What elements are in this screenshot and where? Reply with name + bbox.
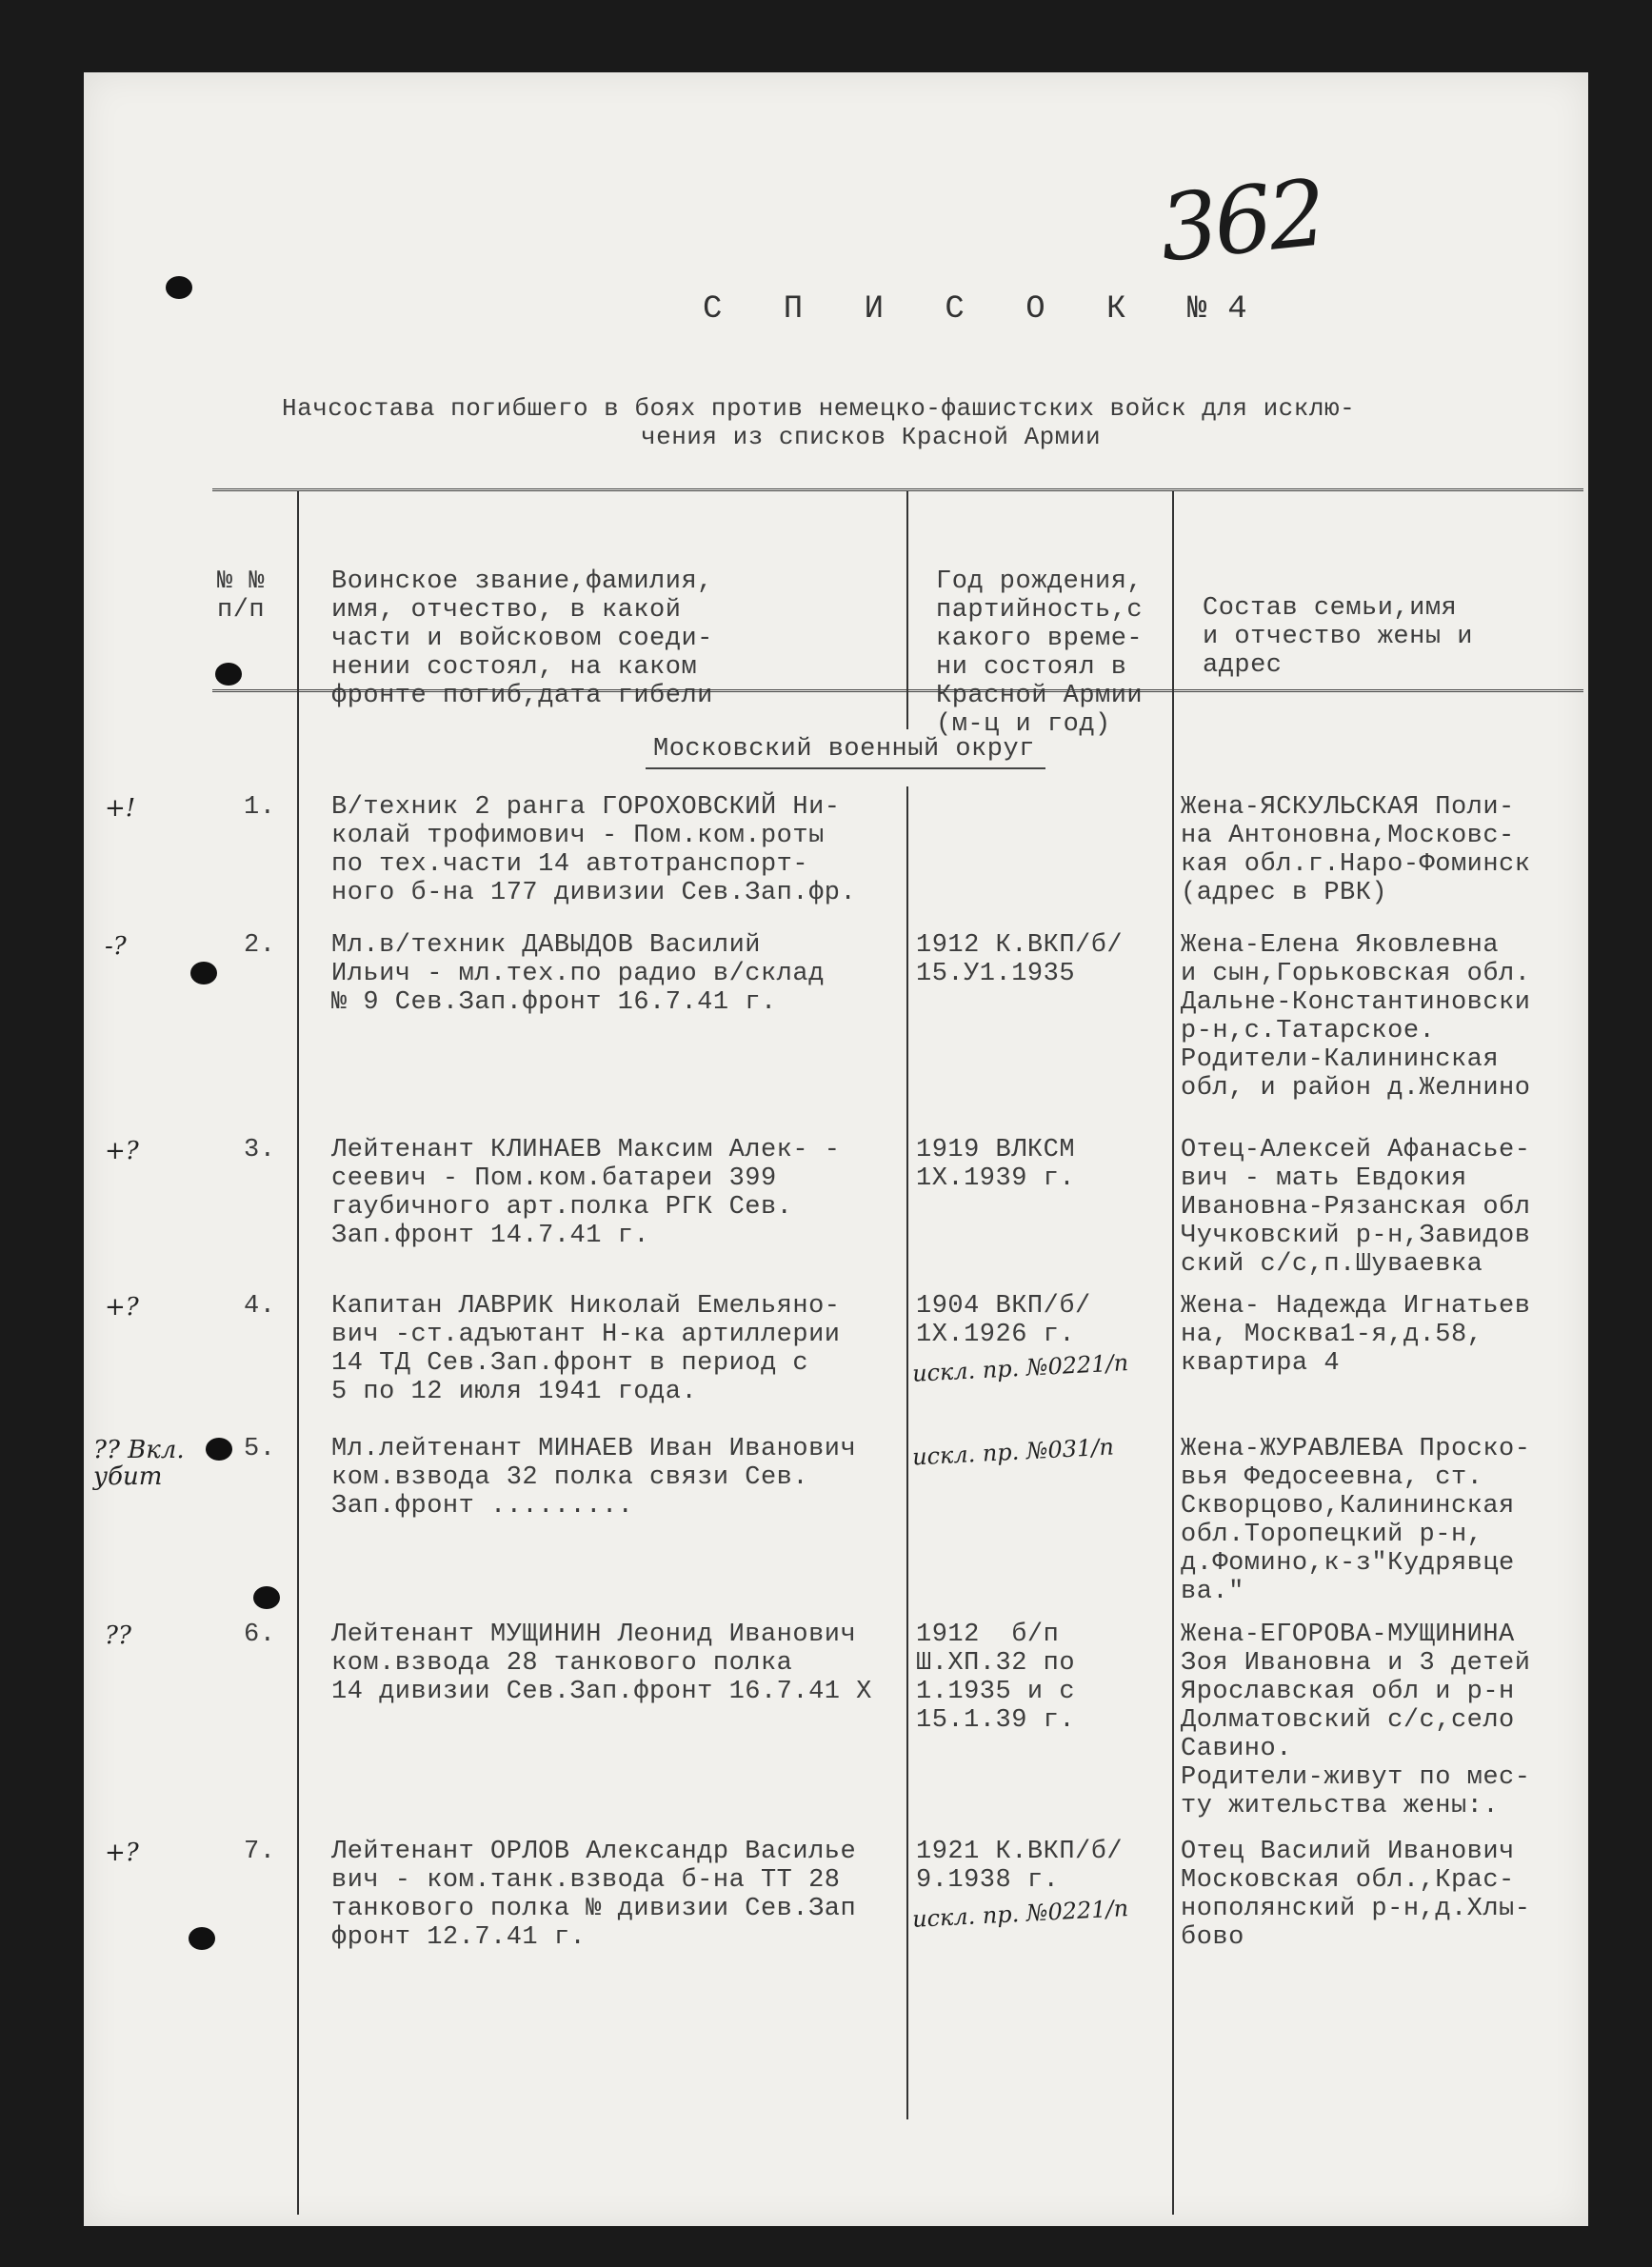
rank-cell-line: В/техник 2 ранга ГОРОХОВСКИЙ Ни- bbox=[331, 793, 841, 822]
rank-cell-line: Лейтенант КЛИНАЕВ Максим Алек- - bbox=[331, 1136, 841, 1164]
section-heading: Московский военный округ bbox=[653, 735, 1035, 764]
rank-cell-line: Мл.в/техник ДАВЫДОВ Василий bbox=[331, 931, 761, 960]
birth-cell bbox=[916, 931, 1123, 988]
handwritten-exclusion-note: искл. пр. №0221/п bbox=[911, 1895, 1129, 1933]
birth-cell-line: 1921 К.ВКП/б/ bbox=[916, 1838, 1124, 1866]
column-divider-3 bbox=[1172, 491, 1174, 2215]
handwritten-mark: ?? Вкл. убит bbox=[93, 1436, 185, 1491]
birth-cell-line: 9.1938 г. bbox=[916, 1866, 1060, 1895]
family-cell-line: нополянский р-н,д.Хлы- bbox=[1181, 1895, 1531, 1923]
rank-cell-line: ком.взвода 32 полка связи Сев. bbox=[331, 1463, 809, 1492]
table-top-rule bbox=[212, 488, 1583, 491]
punch-hole bbox=[206, 1438, 232, 1461]
family-cell bbox=[1181, 1292, 1530, 1378]
family-cell-line: Жена-ЯСКУЛЬСКАЯ Поли- bbox=[1181, 793, 1515, 822]
family-cell-line: ва." bbox=[1181, 1578, 1244, 1606]
rank-cell-line: Зап.фронт ......... bbox=[331, 1492, 634, 1521]
row-number: 3. bbox=[244, 1136, 276, 1164]
handwritten-mark: +? bbox=[105, 1137, 139, 1165]
rank-cell-line: Капитан ЛАВРИК Николай Емельяно- bbox=[331, 1292, 841, 1321]
family-cell-line: и сын,Горьковская обл. bbox=[1181, 960, 1531, 988]
punch-hole bbox=[166, 276, 192, 299]
birth-cell bbox=[916, 1136, 1075, 1193]
punch-hole bbox=[189, 1927, 215, 1950]
rank-cell bbox=[331, 1292, 840, 1406]
birth-cell-line: 1904 ВКП/б/ bbox=[916, 1292, 1091, 1321]
punch-hole bbox=[215, 663, 242, 686]
handwritten-mark: ?? bbox=[105, 1621, 131, 1650]
family-cell-line: р-н,с.Татарское. bbox=[1181, 1017, 1436, 1045]
family-cell-line: Отец Василий Иванович bbox=[1181, 1838, 1515, 1866]
family-cell-line: бово bbox=[1181, 1923, 1244, 1952]
birth-cell-line: 1912 б/п bbox=[916, 1621, 1060, 1649]
family-cell bbox=[1181, 793, 1530, 907]
birth-cell-line: 1.1935 и с bbox=[916, 1678, 1076, 1706]
family-cell-line: (адрес в РВК) bbox=[1181, 879, 1388, 907]
header-rank-name: Воинское звание,фамилия, имя, отчество, в какой части и войсковом соеди- нении состоял, на каком фронте погиб,дата гибели bbox=[331, 567, 713, 710]
rank-cell-line: вич - ком.танк.взвода б-на ТТ 28 bbox=[331, 1866, 841, 1895]
rank-cell-line: 14 дивизии Сев.Зап.фронт 16.7.41 Х bbox=[331, 1678, 872, 1706]
family-cell-line: д.Фомино,к-з"Кудрявце bbox=[1181, 1549, 1515, 1578]
rank-cell-line: сеевич - Пом.ком.батареи 399 bbox=[331, 1164, 777, 1193]
birth-cell-line: 1919 ВЛКСМ bbox=[916, 1136, 1076, 1164]
rank-cell-line: по тех.части 14 автотранспорт- bbox=[331, 850, 809, 879]
birth-cell-line: 15.У1.1935 bbox=[916, 960, 1076, 988]
rank-cell-line: Мл.лейтенант МИНАЕВ Иван Иванович bbox=[331, 1435, 857, 1463]
header-birth-party: Год рождения, партийность,с какого време- ни состоял в Красной Армии (м-ц и год) bbox=[936, 567, 1144, 739]
rank-cell-line: Ильич - мл.тех.по радио в/склад bbox=[331, 960, 825, 988]
subtitle-line-2: чения из списков Красной Армии bbox=[641, 423, 1102, 451]
rank-cell-line: ного б-на 177 дивизии Сев.Зап.фр. bbox=[331, 879, 857, 907]
subtitle-line-1: Начсостава погибшего в боях против немецко-фашистских войск для исклю- bbox=[282, 394, 1356, 423]
section-underline bbox=[646, 767, 1045, 769]
family-cell-line: вья Федосеевна, ст. bbox=[1181, 1463, 1483, 1492]
rank-cell bbox=[331, 793, 856, 907]
birth-cell bbox=[916, 1292, 1091, 1349]
rank-cell-line: колай трофимович - Пом.ком.роты bbox=[331, 822, 825, 850]
row-number: 5. bbox=[244, 1435, 276, 1463]
family-cell-line: кая обл.г.Наро-Фоминск bbox=[1181, 850, 1531, 879]
column-divider-1 bbox=[297, 491, 299, 2215]
family-cell-line: Скворцово,Калининская bbox=[1181, 1492, 1515, 1521]
family-cell-line: Родители-Калининская bbox=[1181, 1045, 1500, 1074]
row-number: 7. bbox=[244, 1838, 276, 1866]
rank-cell-line: гаубичного арт.полка РГК Сев. bbox=[331, 1193, 793, 1222]
handwritten-exclusion-note: искл. пр. №0221/п bbox=[911, 1349, 1129, 1387]
family-cell-line: Отец-Алексей Афанасье- bbox=[1181, 1136, 1531, 1164]
rank-cell bbox=[331, 1621, 872, 1706]
handwritten-mark: +? bbox=[105, 1839, 139, 1867]
row-number: 6. bbox=[244, 1621, 276, 1649]
family-cell-line: Савино. bbox=[1181, 1735, 1292, 1763]
rank-cell bbox=[331, 1435, 856, 1521]
birth-cell bbox=[916, 1838, 1123, 1895]
birth-cell-line: 15.1.39 г. bbox=[916, 1706, 1076, 1735]
family-cell-line: Жена-ЕГОРОВА-МУЩИНИНА bbox=[1181, 1621, 1515, 1649]
family-cell-line: Дальне-Константиновски bbox=[1181, 988, 1531, 1017]
handwritten-mark: -? bbox=[105, 932, 127, 961]
family-cell-line: Долматовский с/с,село bbox=[1181, 1706, 1515, 1735]
rank-cell-line: фронт 12.7.41 г. bbox=[331, 1923, 587, 1952]
row-number: 2. bbox=[244, 931, 276, 960]
birth-cell-line: 1912 К.ВКП/б/ bbox=[916, 931, 1124, 960]
family-cell-line: Чучковский р-н,Завидов bbox=[1181, 1222, 1531, 1250]
family-cell-line: Жена- Надежда Игнатьев bbox=[1181, 1292, 1531, 1321]
rank-cell-line: вич -ст.адъютант Н-ка артиллерии bbox=[331, 1321, 841, 1349]
rank-cell-line: ком.взвода 28 танкового полка bbox=[331, 1649, 793, 1678]
family-cell-line: Ивановна-Рязанская обл bbox=[1181, 1193, 1531, 1222]
header-number: № № п/п bbox=[217, 567, 266, 625]
handwritten-mark: +! bbox=[105, 794, 136, 823]
family-cell-line: квартира 4 bbox=[1181, 1349, 1341, 1378]
rank-cell bbox=[331, 931, 825, 1017]
family-cell-line: Ярославская обл и р-н bbox=[1181, 1678, 1515, 1706]
family-cell-line: обл, и район д.Желнино bbox=[1181, 1074, 1531, 1103]
family-cell-line: Родители-живут по мес- bbox=[1181, 1763, 1531, 1792]
family-cell-line: вич - мать Евдокия bbox=[1181, 1164, 1467, 1193]
family-cell-line: Зоя Ивановна и 3 детей bbox=[1181, 1649, 1531, 1678]
rank-cell-line: № 9 Сев.Зап.фронт 16.7.41 г. bbox=[331, 988, 777, 1017]
birth-cell bbox=[916, 1621, 1075, 1735]
handwritten-mark: +? bbox=[105, 1293, 139, 1322]
birth-cell-line: 1Х.1939 г. bbox=[916, 1164, 1076, 1193]
family-cell-line: ту жительства жены:. bbox=[1181, 1792, 1500, 1820]
rank-cell bbox=[331, 1838, 856, 1952]
family-cell bbox=[1181, 931, 1530, 1103]
header-family: Состав семьи,имя и отчество жены и адрес bbox=[1203, 594, 1473, 680]
rank-cell-line: Лейтенант ОРЛОВ Александр Василье bbox=[331, 1838, 857, 1866]
family-cell bbox=[1181, 1435, 1530, 1606]
birth-cell-line: 1Х.1926 г. bbox=[916, 1321, 1076, 1349]
family-cell bbox=[1181, 1621, 1530, 1820]
rank-cell-line: Зап.фронт 14.7.41 г. bbox=[331, 1222, 650, 1250]
punch-hole bbox=[190, 962, 217, 984]
family-cell-line: обл.Торопецкий р-н, bbox=[1181, 1521, 1483, 1549]
row-number: 1. bbox=[244, 793, 276, 822]
family-cell-line: Московская обл.,Крас- bbox=[1181, 1866, 1515, 1895]
family-cell-line: на, Москва1-я,д.58, bbox=[1181, 1321, 1483, 1349]
family-cell-line: на Антоновна,Московс- bbox=[1181, 822, 1515, 850]
family-cell-line: Жена-ЖУРАВЛЕВА Проско- bbox=[1181, 1435, 1531, 1463]
family-cell bbox=[1181, 1838, 1530, 1952]
punch-hole bbox=[253, 1586, 280, 1609]
rank-cell bbox=[331, 1136, 840, 1250]
handwritten-page-number: 362 bbox=[1154, 159, 1328, 283]
column-divider-2-lower bbox=[906, 786, 908, 2119]
rank-cell-line: Лейтенант МУЩИНИН Леонид Иванович bbox=[331, 1621, 857, 1649]
rank-cell-line: 14 ТД Сев.Зап.фронт в период с bbox=[331, 1349, 809, 1378]
handwritten-exclusion-note: искл. пр. №031/п bbox=[911, 1433, 1115, 1471]
rank-cell-line: 5 по 12 июля 1941 года. bbox=[331, 1378, 698, 1406]
document-title: С П И С О К №4 bbox=[703, 291, 1268, 328]
family-cell-line: Жена-Елена Яковлевна bbox=[1181, 931, 1500, 960]
rank-cell-line: танкового полка № дивизии Сев.Зап bbox=[331, 1895, 857, 1923]
family-cell bbox=[1181, 1136, 1530, 1279]
birth-cell-line: Ш.ХП.32 по bbox=[916, 1649, 1076, 1678]
row-number: 4. bbox=[244, 1292, 276, 1321]
column-divider-2 bbox=[906, 491, 908, 729]
document-sheet bbox=[84, 72, 1588, 2226]
family-cell-line: ский с/с,п.Шуваевка bbox=[1181, 1250, 1483, 1279]
